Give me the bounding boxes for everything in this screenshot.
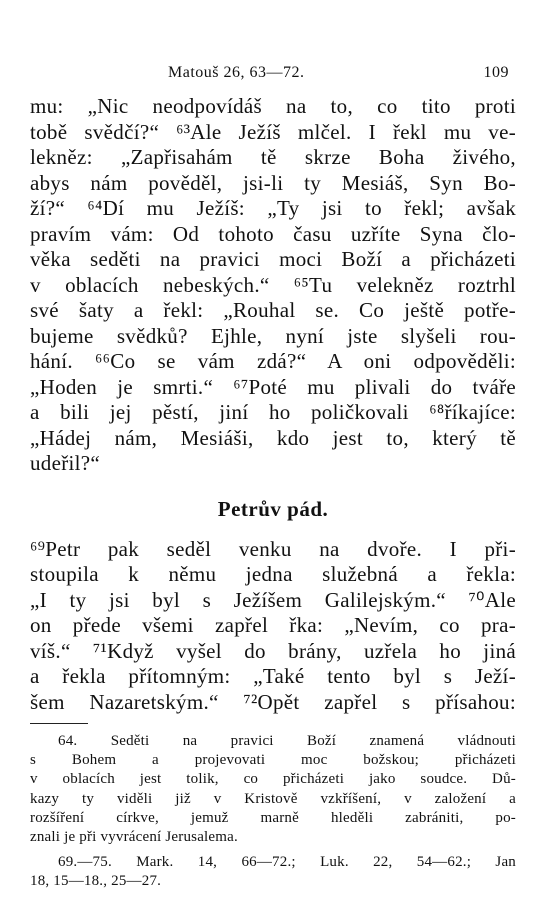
text-line: mu: „Nic neodpovídáš na to, co tito proti <box>30 94 516 118</box>
text-line: udeřil?“ <box>30 451 101 475</box>
text-line: víš.“ ⁷¹Když vyšel do brány, uzřela ho jiná <box>30 638 516 663</box>
text-line: „I ty jsi byl s Ježíšem Galilejským.“ ⁷⁰Ale <box>30 587 516 612</box>
main-text <box>30 94 516 892</box>
text-line: a řekla přítomným: „Také tento byl s Ježí- <box>30 664 516 688</box>
text-line: „Hádej nám, Mesiáši, kdo jest to, který tě <box>30 425 516 450</box>
footnote-line: v oblacích jest tolik, co přicházeti jako soudce. Dů- <box>30 771 516 788</box>
footnote-line: kazy ty viděli již v Kristově vzkříšení, v založení a <box>30 790 516 807</box>
text-line: lekněz: „Zapřisahám tě skrze Boha živého, <box>30 145 516 169</box>
text-line: pravím vám: Od tohoto času uzříte Syna člo- <box>30 221 516 246</box>
footnote-line: s Bohem a projevovati moc božskou; přicházeti <box>30 752 516 769</box>
footnote-line: rozšíření církve, jemuž marně hleděli zabrániti, po- <box>30 809 516 826</box>
text-line: ⁶⁹Petr pak seděl venku na dvoře. I při- <box>30 536 516 561</box>
text-line: šem Nazaretským.“ ⁷²Opět zapřel s přísahou: <box>30 689 516 714</box>
text-line: a bili jej pěstí, jiní ho poličkovali ⁶⁸říkajíce: <box>30 400 516 424</box>
text-line: bujeme svědků? Ejhle, nyní jste slyšeli rou- <box>30 323 516 348</box>
text-line: ží?“ ⁶⁴Dí mu Ježíš: „Ty jsi to řekl; avšak <box>30 196 516 220</box>
book-page <box>30 50 516 890</box>
footnote-rule <box>30 723 88 724</box>
running-head <box>30 50 516 81</box>
text-line: v oblacích nebeských.“ ⁶⁵Tu velekněz roztrhl <box>30 272 516 297</box>
reference-line: 18, 15—18., 25—27. <box>30 873 162 890</box>
text-line: on přede všemi zapřel řka: „Nevím, co pra- <box>30 613 516 637</box>
text-line: „Hoden je smrti.“ ⁶⁷Poté mu plivali do tváře <box>30 374 516 399</box>
text-line: své šaty a řekl: „Rouhal se. Co ještě potře- <box>30 298 516 322</box>
footnote-line: znali je při vyvrácení Jerusalema. <box>30 829 238 846</box>
text-line: tobě svědčí?“ ⁶³Ale Ježíš mlčel. I řekl mu ve- <box>30 119 516 144</box>
text-line: věka seděti na pravici moci Boží a přicházeti <box>30 247 516 271</box>
running-title: Matouš 26, 63—72. <box>168 64 305 81</box>
text-line: abys nám pověděl, jsi-li ty Mesiáš, Syn Bo- <box>30 170 516 195</box>
page-number: 109 <box>483 64 509 81</box>
text-line: stoupila k němu jedna služebná a řekla: <box>30 562 516 586</box>
reference-line: 69.—75. Mark. 14, 66—72.; Luk. 22, 54—62.; Jan <box>58 854 516 871</box>
section-heading: Petrův pád. <box>217 496 329 521</box>
footnotes <box>30 732 516 892</box>
footnote-line: 64. Seděti na pravici Boží znamená vládnouti <box>58 733 516 749</box>
text-line: hání. ⁶⁶Co se vám zdá?“ A oni odpověděli: <box>30 349 516 373</box>
